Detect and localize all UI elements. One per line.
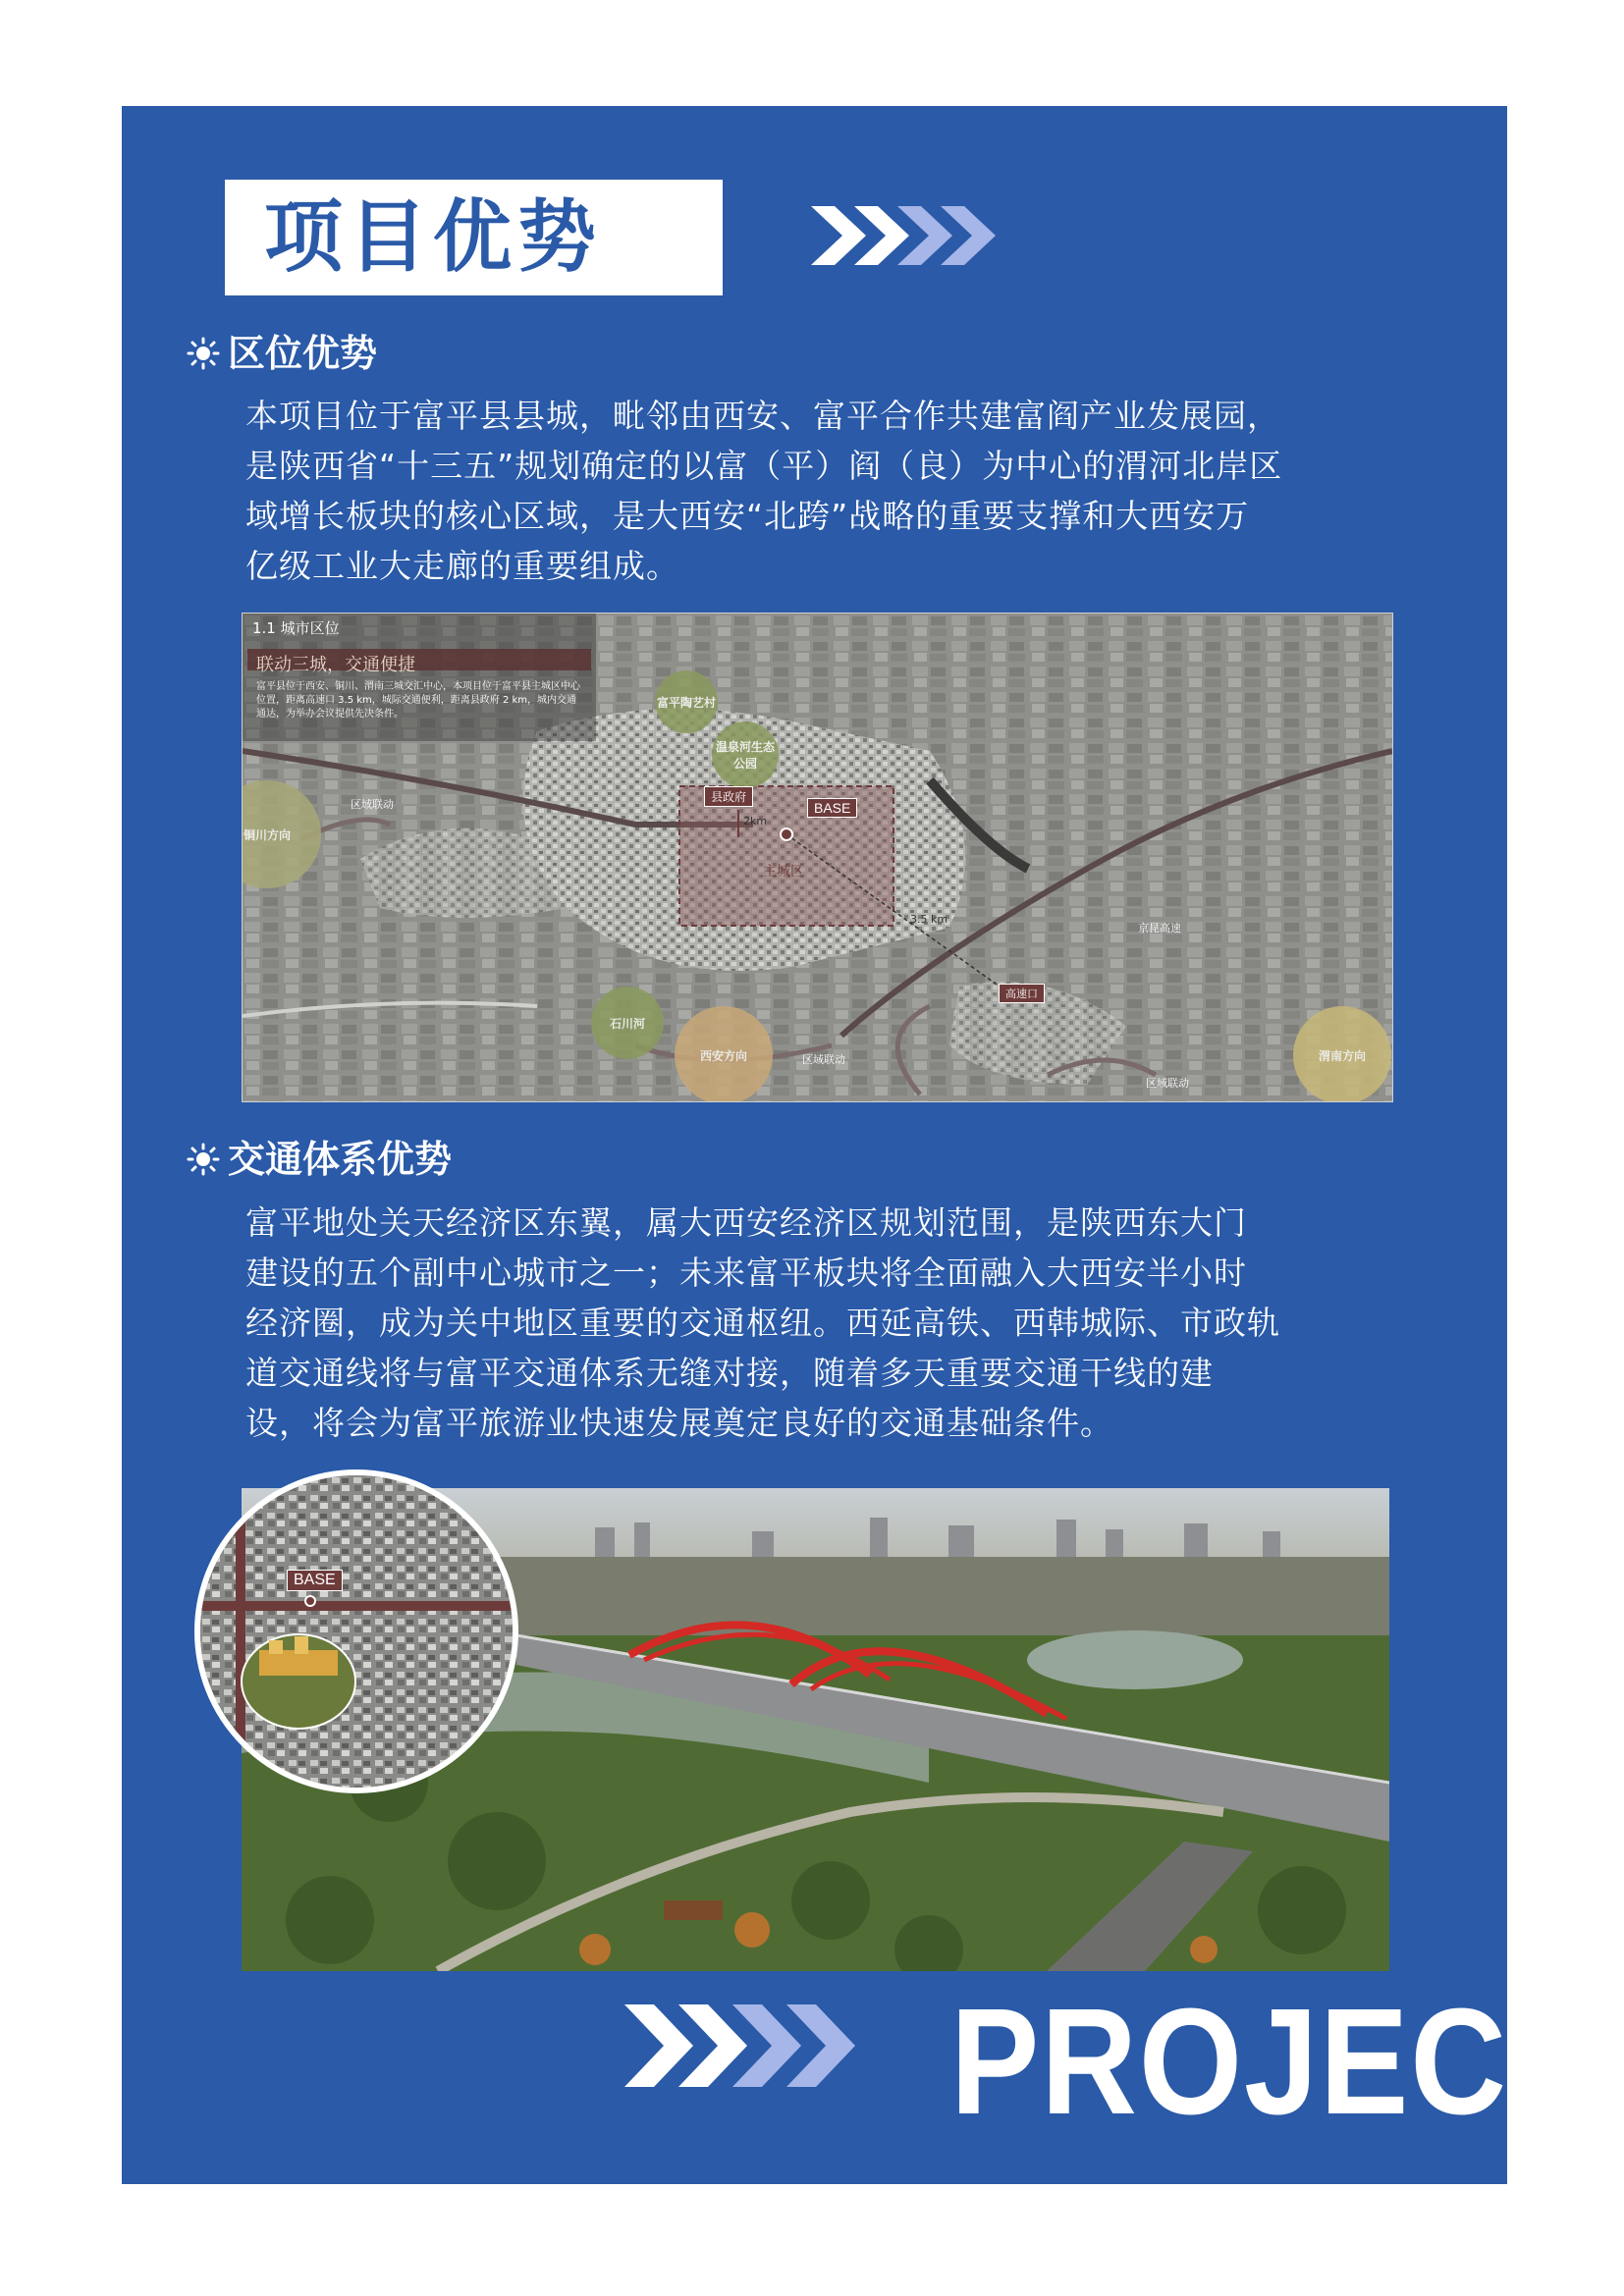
paragraph-line: 设，将会为富平旅游业快速发展奠定良好的交通基础条件。: [245, 1404, 1113, 1442]
map-distance-35km: 3.5 km: [910, 913, 948, 926]
paragraph-line: 建设的五个副中心城市之一；未来富平板块将全面融入大西安半小时: [245, 1254, 1247, 1292]
sun-icon: [187, 1143, 220, 1176]
map-banner: 联动三城，交通便捷: [256, 655, 415, 675]
paragraph-line: 道交通线将与富平交通体系无缝对接，随着多天重要交通干线的建: [245, 1354, 1214, 1392]
chevrons-top-icon: [811, 206, 1037, 265]
bubble-xian: 西安方向: [675, 1006, 773, 1102]
paragraph-transport: [245, 1198, 1280, 1448]
paragraph-line: 亿级工业大走廊的重要组成。: [245, 547, 679, 585]
paragraph-line: 是陕西省“十三五”规划确定的以富（平）阎（良）为中心的渭河北岸区: [245, 447, 1283, 485]
section-heading-location: [187, 330, 377, 377]
bubble-shichuan: 石川河: [591, 987, 664, 1059]
inset-site-map: [194, 1469, 518, 1793]
chevrons-bottom-icon: [624, 2004, 890, 2087]
paragraph-line: 富平地处关天经济区东翼，属大西安经济区规划范围，是陕西东大门: [245, 1203, 1247, 1242]
inset-base-tag: BASE: [287, 1570, 343, 1591]
map-county-gov-tag: 县政府: [704, 786, 753, 807]
section-heading-text: 交通体系优势: [228, 1138, 453, 1181]
bubble-fuping-art: 富平陶艺村: [655, 670, 718, 733]
map-link-label: 区域联动: [351, 798, 394, 811]
paragraph-line: 域增长板块的核心区域，是大西安“北跨”战略的重要支撑和大西安万: [245, 497, 1250, 535]
map-distance-2km: 2km: [743, 815, 768, 828]
sun-icon: [187, 337, 220, 370]
section-heading-text: 区位优势: [228, 332, 378, 375]
bubble-tongchuan: 铜川方向: [242, 780, 321, 888]
paragraph-line: 本项目位于富平县县城，毗邻由西安、富平合作共建富阎产业发展园，: [245, 397, 1280, 435]
bubble-wenquan-park: 温泉河生态公园: [712, 721, 779, 788]
map-base-tag: BASE: [807, 798, 857, 818]
page-title: 项目优势: [264, 191, 602, 283]
project-word: PROJECT: [950, 1977, 1592, 2146]
paragraph-line: 经济圈，成为关中地区重要的交通枢纽。西延高铁、西韩城际、市政轨: [245, 1304, 1280, 1342]
map-description: 富平县位于西安、铜川、渭南三城交汇中心，本项目位于富平县主城区中心位置，距离高速口 3.5 km，城际交通便利，距离县政府 2 km，城内交通通达，为举办会议提供先决条件。: [256, 681, 580, 720]
city-location-map: [242, 613, 1393, 1102]
title-box: [225, 180, 723, 295]
map-link-label: 区域联动: [1146, 1077, 1189, 1090]
map-jingkun-label: 京昆高速: [1138, 922, 1181, 934]
paragraph-location: [245, 391, 1282, 591]
map-section-number: 1.1 城市区位: [252, 619, 340, 637]
map-highway-exit-tag: 高速口: [999, 984, 1045, 1003]
bubble-weinan: 渭南方向: [1293, 1006, 1391, 1102]
map-link-label: 区域联动: [802, 1053, 845, 1066]
section-heading-transport: [187, 1136, 452, 1183]
map-main-area: 主城区: [763, 864, 804, 880]
